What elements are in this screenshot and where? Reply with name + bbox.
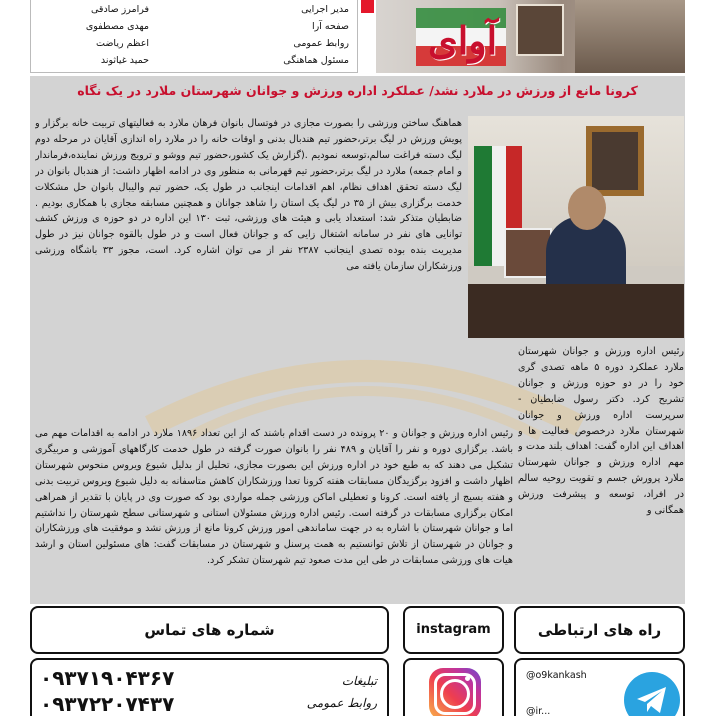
banner-crowd [575,0,685,73]
staff-person: فرامرز صادقی [90,4,149,15]
phone-number[interactable]: ۰۹۳۷۱۹۰۴۳۶۷ [40,666,175,690]
secondary-handle[interactable]: @ir... [526,706,551,716]
masthead [30,0,685,73]
photo-flag-green [474,146,492,266]
staff-row [39,38,349,55]
phone-label: تبلیغات [341,674,377,688]
staff-role: مسئول هماهنگی [283,55,349,66]
instagram-icon[interactable] [429,668,481,716]
links-title: راه های ارتباطی [537,621,662,639]
masthead-marker [361,0,374,13]
phones-title: شماره های تماس [144,621,275,639]
article-body-main: هماهنگ ساختن ورزشی را بصورت مجازی در فوتسال بانوان فرهان ملارد به فعالیتهای تربیت خانه برگزار و پویش ورزش در لیگ برتر،حضور تیم هندبال بدنی و اوقات خانه را در ملارد راه اندازی آقایان در مرحله دوم لیگ دسته فراغت سالم،توسعه نمودیم .(گزارش یک کشور،حضور تیم ووشو و ترویج ورزش نماینده،فرماندار و امام جمعه) ملارد در لیگ برتر،حضور تیم قهرمانی به منظور وی در ادامه اظهار داشت: از هندبال بانوان در لیگ دسته تحقق اهداف نظام، اهم اقدامات اینجانب در طول یک، حضور تیم والیبال بانوان حل مشکلات خدمت برگزاری بیش از ۳۵ در لیگ یک استان را شاهد جوانان و همچنین مسابقه مجازی با همکاری بودیم . ضابطیان متذکر شد: استعداد یابی و هیئت های ورزشی، ثبت ۱۳۰ این اداره در دو حوزه ی ورزش کشف توانایی های نفر در سامانه اشتغال زایی که و جوانان فعال است و در طول بالقوه جوانان نیز در طول مدیریت بنده بوده تصدی اینجانب ۲۳۸۷ نفر از می توان اشاره کرد. است، مجوز ۳۳ باشگاه ورزشی ورزشکاران سازمان یافته می [35,118,462,273]
phones-header-box [30,606,389,654]
staff-row [39,21,349,38]
masthead-banner-image [376,0,685,73]
staff-role: روابط عمومی [293,38,349,49]
photo-person-head [568,186,606,230]
article-headline: کرونا مانع از ورزش در ملارد نشد/ عملکرد اداره ورزش و جوانان شهرستان ملارد در یک نگاه [77,83,638,98]
links-header-box [514,606,685,654]
telegram-handle[interactable]: @o9kankash [526,670,587,681]
contact-section [0,604,716,716]
telegram-icon[interactable] [624,672,680,716]
phone-number[interactable]: ۰۹۳۷۲۲۰۷۴۳۷ [40,692,175,716]
banner-portrait [516,4,564,56]
instagram-panel [403,658,504,716]
phone-label: روابط عمومی [306,696,377,710]
article-body-side: رئیس اداره ورزش و جوانان شهرستان ملارد عملکرد دوره ۵ ماهه تصدی گری خود را در دو حوزه ورزش و جوانان تشریح کرد. دکتر رسول ضابطیان - سرپرست اداره ورزش و جوانان شهرستان ملارد درخصوص فعالیت ها و اهداف این اداره گفت: اهداف بلند مدت و مهم اداره ورزش و جوانان شهرستان ملارد پرورش جسم و تقویت روحیه سالم در افراد، توسعه و پیشرفت ورزش همگانی و [518,346,684,517]
staff-person: حمید غیاثوند [100,55,149,66]
links-panel [514,658,685,716]
instagram-icon-lens [440,679,470,709]
staff-person: مهدی مصطفوی [85,21,149,32]
instagram-title: instagram [416,622,491,637]
staff-role: مدیر اجرایی [301,4,349,15]
article-photo [468,116,684,338]
staff-row [39,55,349,72]
photo-desk [468,284,684,338]
instagram-header-box[interactable] [403,606,504,654]
telegram-plane-icon [636,686,668,714]
phones-panel [30,658,389,716]
photo-poster [504,228,552,278]
article-panel [30,76,685,604]
instagram-icon-dot [465,676,470,681]
photo-wall-portrait [592,132,638,190]
staff-box [30,0,358,73]
masthead-title: آوای [428,18,498,63]
staff-row [39,4,349,21]
article-body-bottom: رئیس اداره ورزش و جوانان و ۲۰ پرونده در دست اقدام باشند که از این تعداد ۱۸۹۶ ملارد در ادامه به اقدامات مهم می باشد. برگزاری دوره و نفر را آقایان و ۴۸۹ نفر را بانوان صورت گرفته در طول خدمت کارگاههای آموزشی و مربیگری تشکیل می دهند که به طبع خود در اداره ورزش این بصورت مجازی، تحلیل از بدلیل شیوع ویروس منحوس شهرستان اظهار داشت و افزود برگزیدگان مسابقات هفته کرونا تعدا ورزشکاران کاهش متاسفانه به دلیل شیوع ویروس تربیت بدنی و هفته بسیج از یافته است. کرونا و تعطیلی اماکن ورزشی جمله مواردی بود که صورت وی در پایان با تقدیر از همراهی امکان برگزاری مسابقات در گرفته است. رئیس اداره ورزش مسئولان استانی و شهرستانی سطح شهرستان را نداشتیم اما و جوانان شهرستان با اشاره به در جهت ساماندهی امور ورزش کرونا مانع از ورزش نشد و موفقیت های ورزشکاران و جوانان در شهرستان از تلاش توانستیم به همت پرسنل و شهرستان در مسابقات گفت: های مسئولین استان و ارشد هیات های ورزشی مسابقات در طی این مدت صعود تیم شهرستان تشکر کرد. [35,428,513,567]
staff-person: اعظم ریاضت [96,38,149,49]
staff-role: صفحه آرا [312,21,349,32]
